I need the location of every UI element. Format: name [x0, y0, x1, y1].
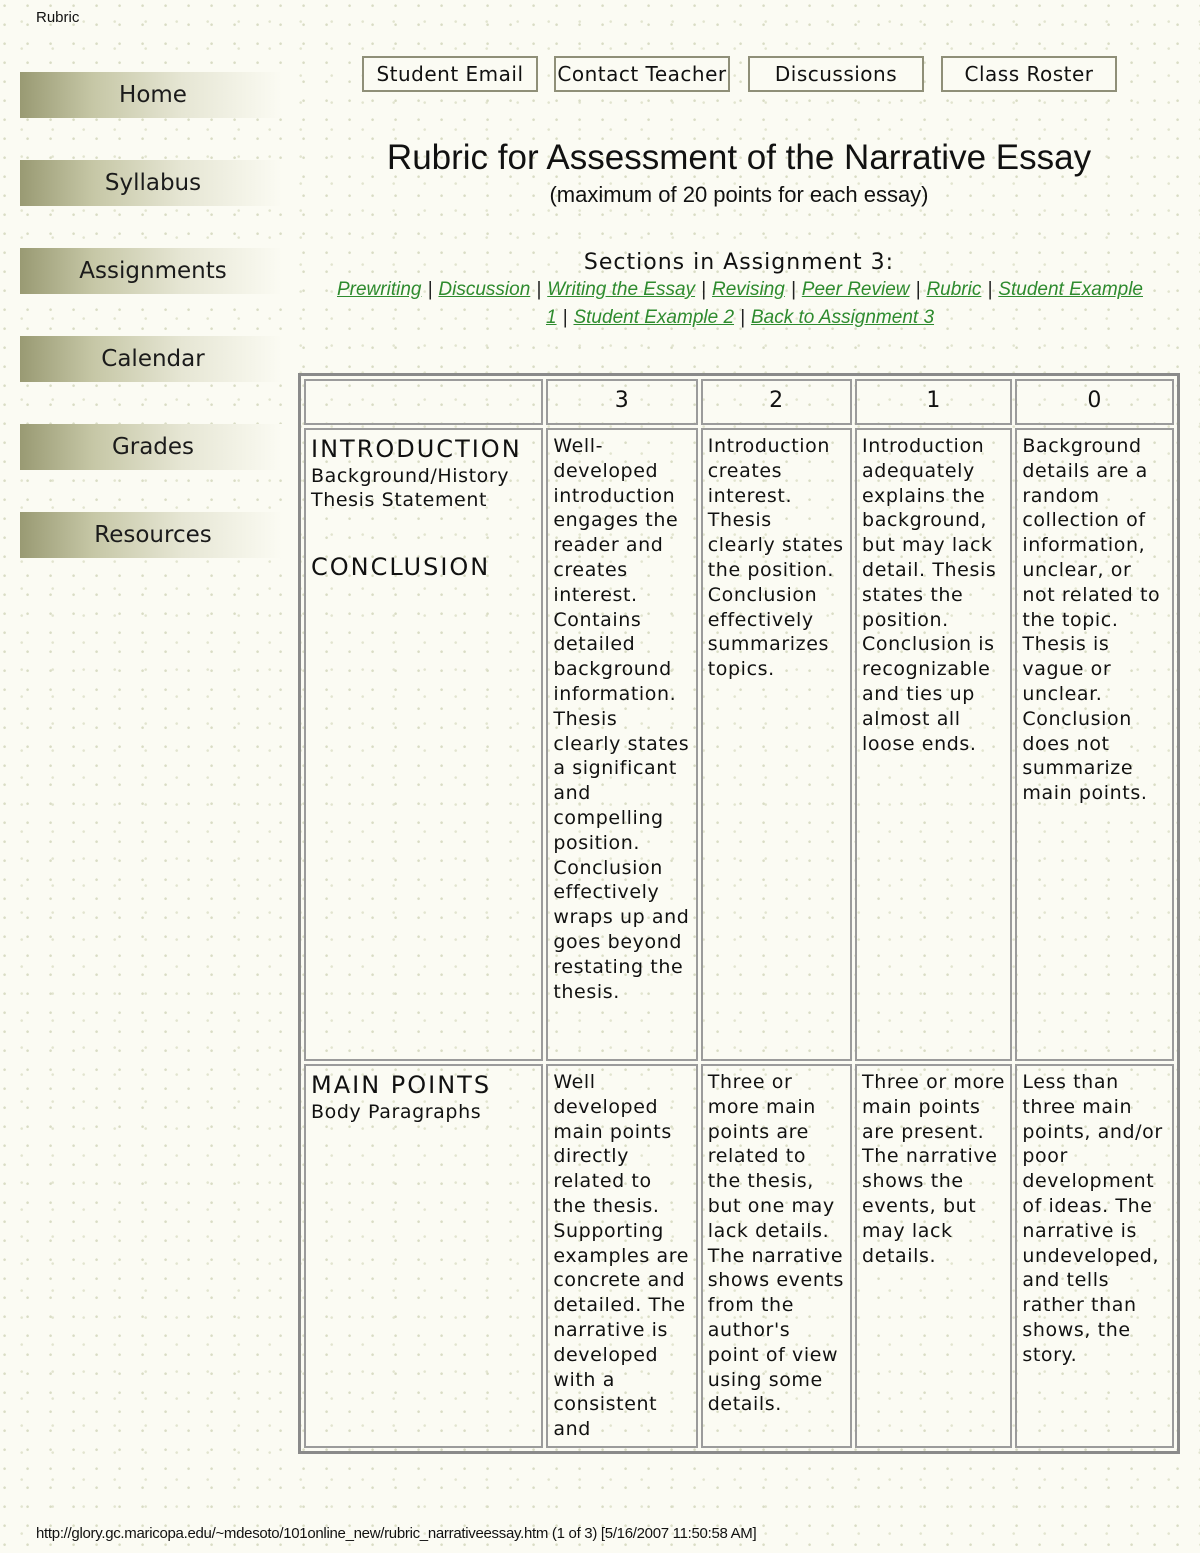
- table-row: [304, 1064, 1174, 1448]
- sections-heading: Sections in Assignment 3:: [583, 250, 895, 275]
- separator: |: [562, 307, 568, 328]
- page-title: Rubric for Assessment of the Narrative Essay: [386, 138, 1092, 177]
- rubric-cell-score-3: Well-developed introduction engages the reader and creates interest. Contains detailed background information. Thesis clearly states a significant and compelling position. Conclusion effectively wraps up and goes beyond restating the thesis.: [546, 428, 697, 1061]
- separator: |: [536, 279, 542, 300]
- link-peer-review[interactable]: Peer Review: [801, 279, 910, 300]
- sidebar-item-syllabus[interactable]: Syllabus: [20, 160, 282, 206]
- class-roster-button[interactable]: Class Roster: [941, 56, 1117, 92]
- link-prewriting[interactable]: Prewriting: [336, 279, 422, 300]
- table-header-blank: [304, 379, 543, 425]
- criterion-cell: [304, 1064, 543, 1448]
- rubric-cell-score-1: Three or more main points are present. The narrative shows the events, but may lack details.: [855, 1064, 1012, 1448]
- page-subtitle: (maximum of 20 points for each essay): [549, 182, 929, 207]
- student-email-button[interactable]: Student Email: [362, 56, 538, 92]
- rubric-cell-score-2: Introduction creates interest. Thesis clearly states the position. Conclusion effectively summarizes topics.: [701, 428, 852, 1061]
- contact-teacher-button[interactable]: Contact Teacher: [554, 56, 730, 92]
- print-footer-url: http://glory.gc.maricopa.edu/~mdesoto/101online_new/rubric_narrativeessay.htm (1 of 3) [5/16/2007 11:50:58 AM]: [36, 1525, 757, 1542]
- criterion-name: CONCLUSION: [311, 553, 491, 581]
- sidebar-nav: [20, 72, 282, 600]
- separator: |: [701, 279, 706, 300]
- separator: |: [740, 307, 745, 328]
- table-header-row: [304, 379, 1174, 425]
- table-row: [304, 428, 1174, 1061]
- separator: |: [790, 279, 796, 300]
- criterion-subitem: Background/History: [311, 465, 510, 487]
- rubric-cell-score-3: Well developed main points directly related to the thesis. Supporting examples are concrete and detailed. The narrative is developed with a consistent and: [546, 1064, 697, 1448]
- separator: |: [987, 279, 993, 300]
- separator: |: [427, 279, 433, 300]
- link-student-example-2[interactable]: Student Example 2: [573, 307, 735, 328]
- criterion-name: MAIN POINTS: [311, 1071, 492, 1099]
- discussions-button[interactable]: Discussions: [748, 56, 924, 92]
- table-header-score-2: 2: [701, 379, 852, 425]
- link-back-to-assignment-3[interactable]: Back to Assignment 3: [750, 307, 935, 328]
- print-page-title: Rubric: [36, 9, 80, 26]
- rubric-cell-score-0: Background details are a random collection of information, unclear, or not related to the topic. Thesis is vague or unclear. Conclusion does not summarize main points.: [1015, 428, 1174, 1061]
- separator: |: [915, 279, 921, 300]
- link-discussion[interactable]: Discussion: [438, 279, 531, 300]
- sidebar-item-calendar[interactable]: Calendar: [20, 336, 282, 382]
- criterion-subitem: Thesis Statement: [311, 489, 488, 511]
- table-header-score-0: 0: [1015, 379, 1174, 425]
- link-student-example-1[interactable]: Student Example 1: [545, 279, 1143, 328]
- section-links: [306, 276, 1174, 332]
- criterion-name: INTRODUCTION: [311, 435, 522, 463]
- rubric-table: [298, 373, 1180, 1454]
- rubric-cell-score-2: Three or more main points are related to the thesis, but one may lack details. The narrative shows events from the author's point of view using some details.: [701, 1064, 852, 1448]
- sidebar-item-assignments[interactable]: Assignments: [20, 248, 282, 294]
- sidebar-item-resources[interactable]: Resources: [20, 512, 282, 558]
- link-revising[interactable]: Revising: [711, 279, 785, 300]
- table-header-score-3: 3: [546, 379, 697, 425]
- table-header-score-1: 1: [855, 379, 1012, 425]
- criterion-subitem: Body Paragraphs: [311, 1101, 482, 1123]
- link-writing-the-essay[interactable]: Writing the Essay: [547, 279, 696, 300]
- criterion-cell: [304, 428, 543, 1061]
- sidebar-item-home[interactable]: Home: [20, 72, 282, 118]
- sidebar-item-grades[interactable]: Grades: [20, 424, 282, 470]
- rubric-cell-score-0: Less than three main points, and/or poor development of ideas. The narrative is undeveloped, and tells rather than shows, the story.: [1015, 1064, 1174, 1448]
- rubric-cell-score-1: Introduction adequately explains the background, but may lack detail. Thesis states the position. Conclusion is recognizable and ties up almost all loose ends.: [855, 428, 1012, 1061]
- link-rubric[interactable]: Rubric: [926, 279, 982, 300]
